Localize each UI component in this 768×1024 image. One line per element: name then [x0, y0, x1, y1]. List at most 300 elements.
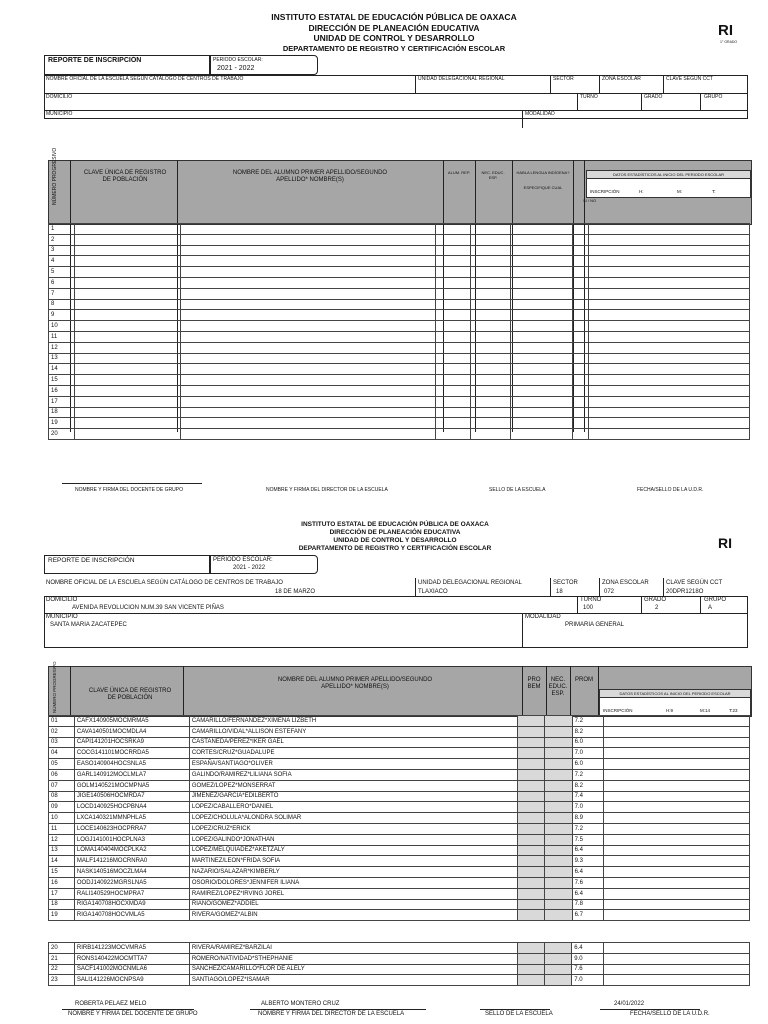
- municipality-value: SANTA MARIA ZACATEPEC: [50, 622, 127, 628]
- cell: [471, 407, 511, 418]
- row-number: 6: [49, 277, 75, 288]
- col-alum: ALUM. REP.: [447, 170, 471, 175]
- table-row: [49, 310, 750, 321]
- cell: [518, 834, 545, 845]
- school-label: NOMBRE OFICIAL DE LA ESCUELA SEGÚN CATÁLOGO DE CENTROS DE TRABAJO: [46, 76, 244, 82]
- cell: [604, 759, 750, 770]
- student-prom: 7.2: [572, 769, 604, 780]
- student-number: 16: [49, 877, 75, 888]
- cell: [511, 321, 573, 332]
- cell: [573, 407, 588, 418]
- cell: [471, 375, 511, 386]
- cell: [545, 834, 572, 845]
- student-curp: OODJ140922MGRSLNA5: [74, 877, 189, 888]
- student-curp: LOMA140404MOCPLKA2: [74, 845, 189, 856]
- cell: [471, 353, 511, 364]
- col-lang-spec: ESPECIFIQUE CUAL: [523, 185, 563, 190]
- cell: [180, 331, 435, 342]
- cell: [75, 331, 181, 342]
- cell: [588, 331, 749, 342]
- zone-value: 072: [604, 589, 615, 595]
- cell: [471, 364, 511, 375]
- student-name: LOPEZ/MELQUIADEZ*AKETZALY: [189, 845, 517, 856]
- cell: [573, 396, 588, 407]
- cell: [545, 769, 572, 780]
- cell: [75, 299, 181, 310]
- student-number: 21: [49, 953, 75, 964]
- cell: [471, 256, 511, 267]
- cct-label: CLAVE SEGÚN CCT: [666, 580, 723, 586]
- cell: [511, 418, 573, 429]
- student-curp: RIGA140708HOCXMDA9: [74, 899, 189, 910]
- cell: [588, 385, 749, 396]
- cell: [180, 375, 435, 386]
- student-name: LOPEZ/CHOLULA*ALONDRA SOLIMAR: [189, 813, 517, 824]
- cell: [436, 310, 471, 321]
- cell: [75, 418, 181, 429]
- stats-insc: INSCRIPCIÓN: [590, 189, 620, 194]
- header-line: UNIDAD DE CONTROL Y DESARROLLO: [313, 33, 475, 43]
- cell: [436, 342, 471, 353]
- cell: [518, 802, 545, 813]
- table-row: [49, 407, 750, 418]
- cell: [604, 813, 750, 824]
- cell: [573, 375, 588, 386]
- cell: [75, 310, 181, 321]
- cell: [604, 856, 750, 867]
- student-prom: 7.2: [572, 716, 604, 727]
- student-number: 09: [49, 802, 75, 813]
- cell: [436, 331, 471, 342]
- header-line: DIRECCIÓN DE PLANEACIÓN EDUCATIVA: [329, 529, 461, 536]
- period-value: 2021 - 2022: [217, 65, 255, 72]
- page2-rows-a: [48, 715, 750, 921]
- cell: [75, 353, 181, 364]
- cell: [511, 342, 573, 353]
- stats-title: DATOS ESTADÍSTICOS AL INICIO DEL PERIODO ESCOLAR: [587, 171, 750, 179]
- cell: [436, 353, 471, 364]
- cell: [573, 245, 588, 256]
- student-row: [49, 769, 750, 780]
- row-number: 9: [49, 310, 75, 321]
- cell: [518, 769, 545, 780]
- cell: [471, 310, 511, 321]
- cell: [180, 385, 435, 396]
- cell: [573, 321, 588, 332]
- cell: [573, 256, 588, 267]
- table-row: [49, 342, 750, 353]
- header-line: DIRECCIÓN DE PLANEACIÓN EDUCATIVA: [308, 22, 480, 33]
- school-info-block: [44, 596, 748, 648]
- cell: [588, 429, 749, 440]
- school-value: 18 DE MARZO: [275, 589, 316, 595]
- student-prom: 8.9: [572, 813, 604, 824]
- cell: [588, 245, 749, 256]
- table-row: [49, 375, 750, 386]
- student-row: [49, 877, 750, 888]
- student-curp: LOCE140623HOCPRRA7: [74, 823, 189, 834]
- zone-label: ZONA ESCOLAR: [602, 580, 649, 586]
- cell: [604, 823, 750, 834]
- student-name: CORTES/CRUZ*GUADALUPE: [189, 748, 517, 759]
- student-prom: 7.6: [572, 877, 604, 888]
- cell: [518, 737, 545, 748]
- row-number: 19: [49, 418, 75, 429]
- row-number: 15: [49, 375, 75, 386]
- table-row: [49, 364, 750, 375]
- table-row: [49, 418, 750, 429]
- student-prom: 7.8: [572, 899, 604, 910]
- col-curp: CLAVE ÚNICA DE REGISTRO DE POBLACIÓN: [88, 688, 172, 701]
- cell: [436, 245, 471, 256]
- shift-label: TURNO: [580, 94, 598, 100]
- row-number: 11: [49, 331, 75, 342]
- row-number: 4: [49, 256, 75, 267]
- cell: [75, 342, 181, 353]
- sector-value: 18: [556, 589, 563, 595]
- cell: [604, 769, 750, 780]
- table-row: [49, 267, 750, 278]
- col-nec: NEC. EDUC. ESP.: [481, 170, 505, 180]
- ri-logo: RI: [718, 535, 732, 551]
- col-si-no: SI / NO: [583, 198, 597, 203]
- student-number: 01: [49, 716, 75, 727]
- student-curp: LOGJ141001HOCPLNA3: [74, 834, 189, 845]
- sign-udr: FECHA/SELLO DE LA U.D.R.: [630, 1011, 710, 1017]
- shift-value: 100: [583, 605, 594, 611]
- cell: [604, 780, 750, 791]
- cell: [511, 375, 573, 386]
- cell: [544, 943, 571, 954]
- grade-value: 2: [655, 605, 659, 611]
- student-number: 12: [49, 834, 75, 845]
- cell: [180, 277, 435, 288]
- cell: [75, 234, 181, 245]
- header-line: INSTITUTO ESTATAL DE EDUCACIÓN PÚBLICA DE OAXACA: [271, 12, 517, 22]
- cell: [545, 737, 572, 748]
- cell: [436, 224, 471, 235]
- cell: [603, 975, 749, 986]
- cell: [436, 396, 471, 407]
- cell: [545, 802, 572, 813]
- stats-t: T:: [712, 189, 716, 194]
- cell: [180, 407, 435, 418]
- sign-teacher: NOMBRE Y FIRMA DEL DOCENTE DE GRUPO: [68, 1011, 198, 1017]
- cell: [604, 791, 750, 802]
- cell: [180, 267, 435, 278]
- student-row: [49, 964, 750, 975]
- teacher-name: ROBERTA PELAEZ MELO: [75, 1001, 147, 1007]
- student-row: [49, 899, 750, 910]
- cell: [518, 823, 545, 834]
- student-name: MARTINEZ/LEON*FRIDA SOFIA: [189, 856, 517, 867]
- cell: [604, 910, 750, 921]
- page1-header: [200, 12, 588, 54]
- cell: [511, 299, 573, 310]
- student-number: 15: [49, 867, 75, 878]
- report-title: REPORTE DE INSCRIPCIÓN: [48, 557, 135, 564]
- cell: [573, 288, 588, 299]
- cell: [471, 245, 511, 256]
- cell: [588, 256, 749, 267]
- cell: [604, 867, 750, 878]
- cell: [75, 396, 181, 407]
- cell: [518, 845, 545, 856]
- student-curp: RIGA140708HOCVMLA5: [74, 910, 189, 921]
- page1-table: [48, 223, 750, 440]
- cell: [603, 943, 749, 954]
- col-nec: NEC. EDUC. ESP.: [548, 677, 568, 697]
- group-label: GRUPO: [704, 597, 727, 603]
- col-prom: PROM: [575, 677, 593, 683]
- table-row: [49, 234, 750, 245]
- period-value: 2021 - 2022: [233, 565, 266, 571]
- cell: [518, 899, 545, 910]
- row-number: 16: [49, 385, 75, 396]
- student-number: 02: [49, 726, 75, 737]
- cell: [471, 224, 511, 235]
- student-name: RIVERA/GOMEZ*ALBIN: [189, 910, 517, 921]
- row-number: 13: [49, 353, 75, 364]
- stats-box: [599, 689, 751, 717]
- sign-seal: SELLO DE LA ESCUELA: [489, 487, 546, 493]
- cell: [511, 407, 573, 418]
- cell: [471, 396, 511, 407]
- student-number: 22: [49, 964, 75, 975]
- cell: [573, 429, 588, 440]
- student-prom: 6.4: [572, 888, 604, 899]
- cell: [604, 888, 750, 899]
- student-number: 03: [49, 737, 75, 748]
- shift-label: TURNO: [580, 597, 602, 603]
- cell: [180, 353, 435, 364]
- student-name: ROMERO/NATIVIDAD*STHEPHANIE: [189, 953, 517, 964]
- student-number: 11: [49, 823, 75, 834]
- cell: [511, 256, 573, 267]
- col-probem: PRO BEM: [527, 677, 541, 690]
- student-row: [49, 780, 750, 791]
- unit-value: TLAXIACO: [418, 589, 448, 595]
- student-row: [49, 867, 750, 878]
- cell: [545, 791, 572, 802]
- cell: [471, 385, 511, 396]
- address-value: AVENIDA REVOLUCION NUM.39 SAN VICENTE PIÑAS: [72, 605, 224, 611]
- cell: [180, 396, 435, 407]
- modality-label: MODALIDAD: [525, 111, 555, 117]
- student-curp: NASK140516MOCZLMA4: [74, 867, 189, 878]
- cell: [573, 331, 588, 342]
- row-number: 3: [49, 245, 75, 256]
- cell: [518, 716, 545, 727]
- cell: [511, 310, 573, 321]
- cell: [573, 418, 588, 429]
- cell: [518, 780, 545, 791]
- report-title-box: [44, 55, 210, 75]
- student-curp: GOLM140521MOCMPNA5: [74, 780, 189, 791]
- cell: [545, 856, 572, 867]
- cell: [75, 385, 181, 396]
- cell: [604, 748, 750, 759]
- stats-insc: INSCRIPCIÓN: [603, 708, 633, 713]
- header-line: UNIDAD DE CONTROL Y DESARROLLO: [333, 537, 457, 544]
- cell: [436, 375, 471, 386]
- student-curp: SALI141226MOCNPSA9: [74, 975, 189, 986]
- student-row: [49, 759, 750, 770]
- cell: [604, 726, 750, 737]
- unit-label: UNIDAD DELEGACIONAL REGIONAL: [418, 580, 522, 586]
- cell: [180, 288, 435, 299]
- student-prom: 6.4: [572, 943, 604, 954]
- cell: [544, 953, 571, 964]
- cct-value: 20DPR1218O: [666, 589, 704, 595]
- cell: [436, 256, 471, 267]
- student-name: CAMARILLO/FERNANDEZ*XIMENA LIZBETH: [189, 716, 517, 727]
- student-number: 04: [49, 748, 75, 759]
- cell: [544, 964, 571, 975]
- student-name: RIANO/GOMEZ*ADDIEL: [189, 899, 517, 910]
- student-curp: COCG141101MOCRRDA5: [74, 748, 189, 759]
- table-row: [49, 245, 750, 256]
- student-curp: RALI140529HOCMPRA7: [74, 888, 189, 899]
- period-label: PERIODO ESCOLAR:: [213, 557, 273, 563]
- student-curp: EASO140904HOCSNLA5: [74, 759, 189, 770]
- period-box: [210, 555, 318, 574]
- student-prom: 9.0: [572, 953, 604, 964]
- table-row: [49, 429, 750, 440]
- cell: [75, 256, 181, 267]
- student-name: SANCHEZ/CAMARILLO*FLOR DE ALELY: [189, 964, 517, 975]
- student-number: 14: [49, 856, 75, 867]
- student-prom: 7.2: [572, 823, 604, 834]
- student-prom: 8.2: [572, 726, 604, 737]
- cell: [588, 224, 749, 235]
- sector-label: SECTOR: [553, 580, 578, 586]
- director-name: ALBERTO MONTERO CRUZ: [261, 1001, 340, 1007]
- student-name: JIMENEZ/GARCIA*EDILBERTO: [189, 791, 517, 802]
- student-curp: JIGE140506HOCMRDA7: [74, 791, 189, 802]
- student-name: RIVERA/RAMIREZ*BARZILAI: [189, 943, 517, 954]
- cell: [511, 364, 573, 375]
- cell: [545, 759, 572, 770]
- cell: [471, 342, 511, 353]
- col-lang: HABLA LENGUA INDÍGENA?: [516, 170, 570, 175]
- col-name: NOMBRE DEL ALUMNO PRIMER APELLIDO/SEGUNDO APELLIDO* NOMBRE(S): [277, 677, 433, 690]
- cell: [517, 943, 544, 954]
- cell: [588, 267, 749, 278]
- cell: [545, 748, 572, 759]
- student-number: 20: [49, 943, 75, 954]
- cell: [603, 964, 749, 975]
- cell: [545, 877, 572, 888]
- row-number: 5: [49, 267, 75, 278]
- ri-logo: RI: [718, 22, 733, 39]
- student-curp: RONS140422MOCMTTA7: [74, 953, 189, 964]
- row-number: 7: [49, 288, 75, 299]
- table-row: [49, 331, 750, 342]
- cell: [471, 234, 511, 245]
- cell: [518, 888, 545, 899]
- cell: [511, 245, 573, 256]
- cell: [75, 245, 181, 256]
- students-table: [48, 715, 750, 921]
- cell: [436, 418, 471, 429]
- table-row: [49, 385, 750, 396]
- student-prom: 6.7: [572, 910, 604, 921]
- cell: [436, 299, 471, 310]
- cell: [511, 234, 573, 245]
- student-curp: SACF141002MOCNMLA6: [74, 964, 189, 975]
- row-number: 17: [49, 396, 75, 407]
- cell: [180, 245, 435, 256]
- sector-label: SECTOR: [553, 76, 574, 82]
- cell: [517, 975, 544, 986]
- cell: [573, 224, 588, 235]
- student-prom: 8.2: [572, 780, 604, 791]
- cell: [588, 407, 749, 418]
- cell: [511, 353, 573, 364]
- student-name: RAMIREZ/LOPEZ*IRVING JOREL: [189, 888, 517, 899]
- cell: [604, 845, 750, 856]
- student-name: CAMARILLO/VIDAL*ALLISON ESTEFANY: [189, 726, 517, 737]
- row-number: 2: [49, 234, 75, 245]
- student-prom: 6.0: [572, 737, 604, 748]
- student-number: 05: [49, 759, 75, 770]
- cell: [545, 888, 572, 899]
- student-row: [49, 748, 750, 759]
- cell: [573, 385, 588, 396]
- cell: [436, 321, 471, 332]
- student-row: [49, 953, 750, 964]
- student-row: [49, 716, 750, 727]
- cell: [573, 277, 588, 288]
- cell: [573, 299, 588, 310]
- student-prom: 7.6: [572, 964, 604, 975]
- student-number: 13: [49, 845, 75, 856]
- cell: [588, 364, 749, 375]
- cell: [545, 899, 572, 910]
- cell: [545, 813, 572, 824]
- student-prom: 6.4: [572, 867, 604, 878]
- cell: [180, 310, 435, 321]
- student-row: [49, 845, 750, 856]
- student-curp: RIRB141223MOCVMRA5: [74, 943, 189, 954]
- cell: [511, 429, 573, 440]
- cell: [573, 342, 588, 353]
- student-curp: CAFX140905MOCMRMA5: [74, 716, 189, 727]
- student-name: GALINDO/RAMIREZ*LILIANA SOFIA: [189, 769, 517, 780]
- row-number: 18: [49, 407, 75, 418]
- student-number: 10: [49, 813, 75, 824]
- student-row: [49, 726, 750, 737]
- cell: [588, 288, 749, 299]
- stats-title: DATOS ESTADÍSTICOS AL INICIO DEL PERIODO ESCOLAR: [600, 690, 750, 698]
- cell: [75, 321, 181, 332]
- student-name: OSORIO/DOLORES*JENNIFER ILIANA: [189, 877, 517, 888]
- table-row: [49, 321, 750, 332]
- cell: [75, 407, 181, 418]
- table-row: [49, 299, 750, 310]
- cell: [511, 396, 573, 407]
- address-label: DOMICILIO: [46, 597, 78, 603]
- cell: [511, 331, 573, 342]
- row-number: 1: [49, 224, 75, 235]
- cell: [471, 429, 511, 440]
- cell: [471, 288, 511, 299]
- cell: [75, 224, 181, 235]
- cell: [511, 224, 573, 235]
- student-row: [49, 910, 750, 921]
- col-num: NÚMERO PROGRESIVO: [52, 661, 57, 713]
